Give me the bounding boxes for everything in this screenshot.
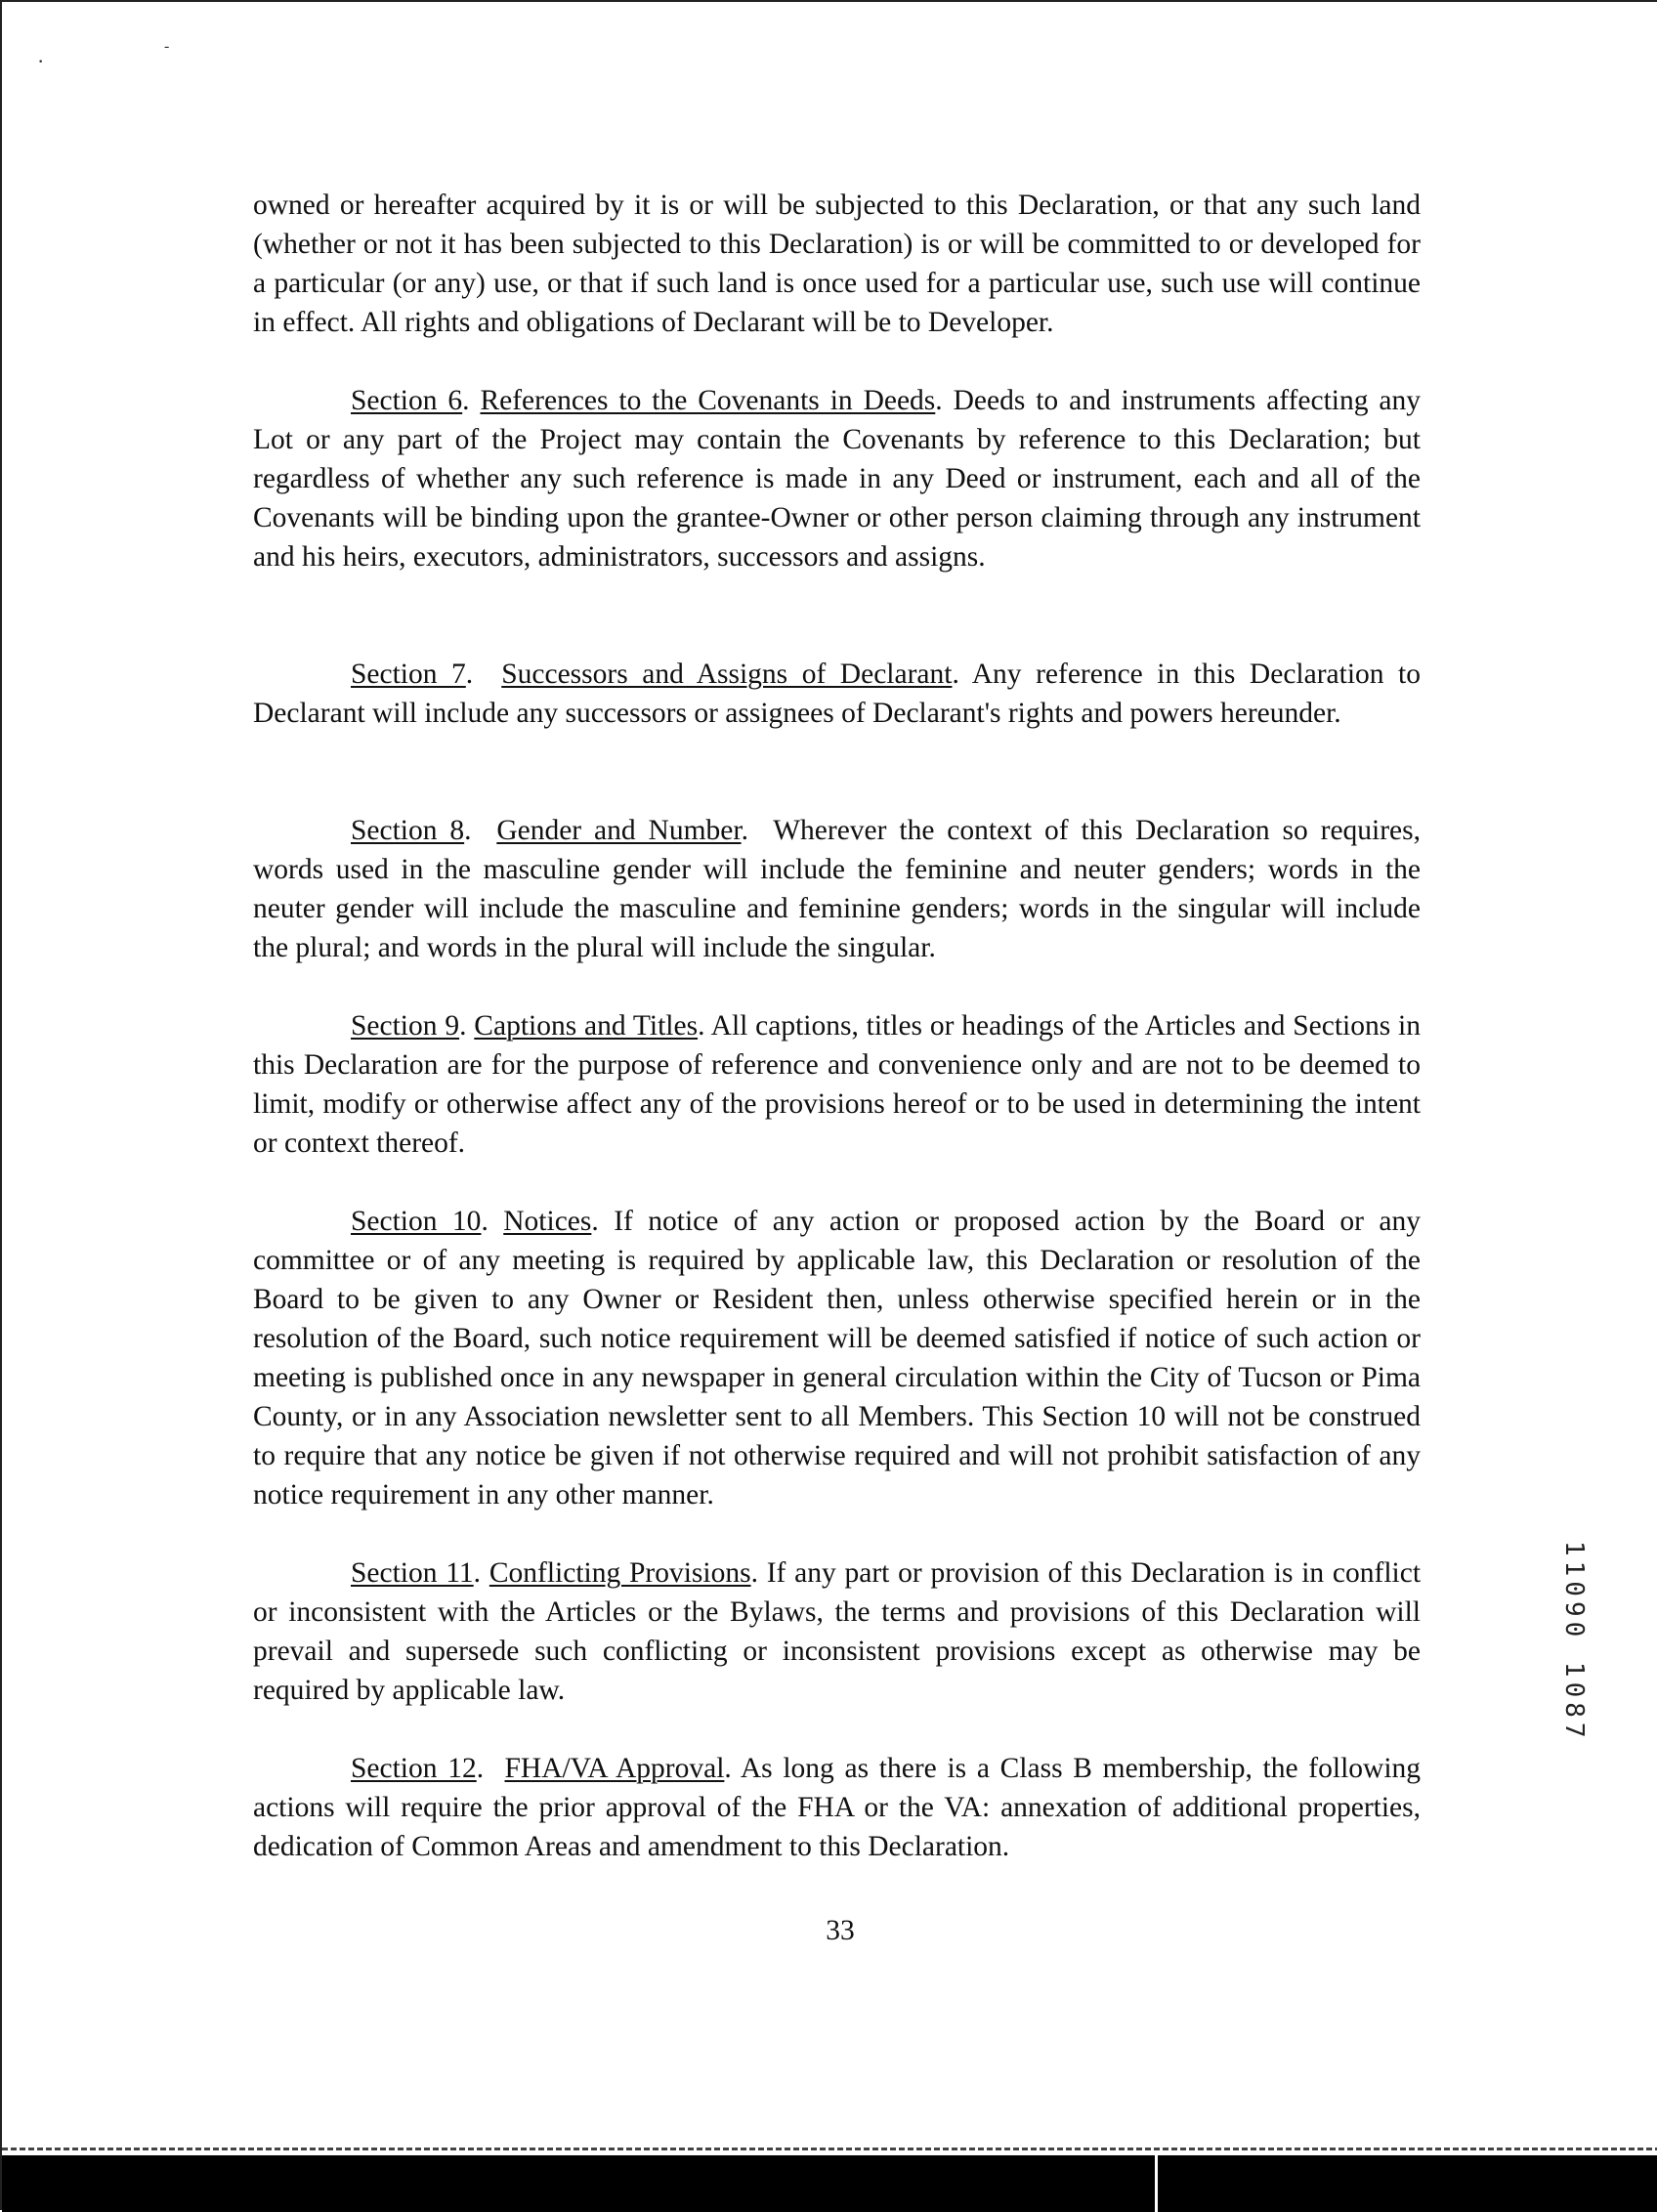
opening-paragraph xyxy=(253,186,1421,342)
scan-border-bottom xyxy=(2,2155,1657,2212)
section-number: Section 8 xyxy=(351,815,465,846)
section-title: FHA/VA Approval xyxy=(504,1753,725,1784)
section-7: Section 7. Successors and Assigns of Declarant. Any reference in this Declaration to Declarant will include any successors or assignees of Declarant's rights and powers hereunder. xyxy=(253,659,1421,729)
section-11: Section 11. Conflicting Provisions. If any part or provision of this Declaration is in conflict or inconsistent with the Articles or the Bylaws, the terms and provisions of this Declaration will prevail and supersede such conflicting or inconsistent provisions except as otherwise may be required by applicable law. xyxy=(253,1557,1422,1706)
section-body: If notice of any action or proposed action by the Board or any committee or of any meeting is required by applicable law, this Declaration or resolution of the Board to be given to any Owner or Resident then, unless otherwise specified herein or in the resolution of the Board, such notice requirement will be deemed satisfied if notice of such action or meeting is published once in any newspaper in general circulation within the City of Tucson or Pima County, or in any Association newsletter sent to all Members. This Section 10 will not be construed to require that any notice be given if not otherwise required and will not prohibit satisfaction of any notice requirement in any other manner. xyxy=(253,1206,1421,1510)
recording-stamp xyxy=(1559,1541,1602,1873)
section-number: Section 9 xyxy=(351,1010,460,1042)
section-9: Section 9. Captions and Titles. All captions, titles or headings of the Articles and Sections in this Declaration are for the purpose of reference and convenience only and are not to be deemed to limit, modify or otherwise affect any of the provisions hereof or to be used in determining the intent or context thereof. xyxy=(253,1010,1421,1159)
section-10: Section 10. Notices. If notice of any action or proposed action by the Board or any committee or of any meeting is required by applicable law, this Declaration or resolution of the Board to be given to any Owner or Resident then, unless otherwise specified herein or in the resolution of the Board, such notice requirement will be deemed satisfied if notice of such action or meeting is published once in any newspaper in general circulation within the City of Tucson or Pima County, or in any Association newsletter sent to all Members. This Section 10 will not be construed to require that any notice be given if not otherwise required and will not prohibit satisfaction of any notice requirement in any other manner. xyxy=(253,1206,1421,1510)
paragraph-text: owned or hereafter acquired by it is or will be subjected to this Declaration, or that any such land (whether or not it has been subjected to this Declaration) is or will be committed to or developed for a particular (or any) use, or that if such land is once used for a particular use, such use will continue in effect. All rights and obligations of Declarant will be to Developer. xyxy=(253,190,1421,338)
section-title: Successors and Assigns of Declarant xyxy=(501,659,953,690)
section-body: If any part or provision of this Declaration is in conflict or inconsistent with the Articles or the Bylaws, the terms and provisions of this Declaration will prevail and supersede such conflicting or inconsistent provisions except as otherwise may be required by applicable law. xyxy=(253,1557,1422,1706)
recording-stamp-text: 11090 1087 xyxy=(1559,1541,1589,1743)
section-12: Section 12. FHA/VA Approval. As long as there is a Class B membership, the following actions will require the prior approval of the FHA or the VA: annexation of additional properties, dedication of Common Areas and amendment to this Declaration. xyxy=(253,1753,1422,1862)
scan-edge-line xyxy=(2,2148,1657,2150)
section-number: Section 6 xyxy=(351,385,463,416)
section-8: Section 8. Gender and Number. Wherever the context of this Declaration so requires, words used in the masculine gender will include the feminine and neuter genders; words in the neuter gender will include the masculine and feminine genders; words in the singular will include the plural; and words in the plural will include the singular. xyxy=(253,815,1422,963)
section-title: Notices xyxy=(503,1206,592,1237)
section-number: Section 10 xyxy=(351,1206,482,1237)
section-body: Wherever the context of this Declaration so requires, words used in the masculine gender will include the feminine and neuter genders; words in the neuter gender will include the masculine and feminine genders; words in the singular will include the plural; and words in the plural will include the singular. xyxy=(253,815,1422,963)
section-title: References to the Covenants in Deeds xyxy=(480,385,936,416)
section-number: Section 7 xyxy=(351,659,466,690)
scan-speck: - xyxy=(164,38,170,55)
scan-border-gap xyxy=(1155,2155,1158,2212)
section-body: Deeds to and instruments affecting any Lot or any part of the Project may contain the Covenants by reference to this Declaration; but regardless of whether any such reference is made in any Deed or instrument, each and all of the Covenants will be binding upon the grantee-Owner or other person claiming through any instrument and his heirs, executors, administrators, successors and assigns. xyxy=(253,385,1422,573)
scan-speck: · xyxy=(37,49,45,73)
section-6: Section 6. References to the Covenants in Deeds. Deeds to and instruments affecting any Lot or any part of the Project may contain the Covenants by reference to this Declaration; but regardless of whether any such reference is made in any Deed or instrument, each and all of the Covenants will be binding upon the grantee-Owner or other person claiming through any instrument and his heirs, executors, administrators, successors and assigns. xyxy=(253,385,1422,573)
section-number: Section 11 xyxy=(351,1557,474,1589)
section-number: Section 12 xyxy=(351,1753,477,1784)
page-number: 33 xyxy=(826,1915,855,1946)
section-title: Conflicting Provisions xyxy=(489,1557,751,1589)
section-body: As long as there is a Class B membership, the following actions will require the prior approval of the FHA or the VA: annexation of additional properties, dedication of Common Areas and amendment to this Declaration. xyxy=(253,1753,1422,1862)
section-body: All captions, titles or headings of the Articles and Sections in this Declaration are for the purpose of reference and convenience only and are not to be deemed to limit, modify or otherwise affect any of the provisions hereof or to be used in determining the intent or context thereof. xyxy=(253,1010,1421,1159)
section-title: Captions and Titles xyxy=(474,1010,699,1042)
section-title: Gender and Number xyxy=(496,815,742,846)
section-body: Any reference in this Declaration to Declarant will include any successors or assignees of Declarant's rights and powers hereunder. xyxy=(253,659,1421,729)
